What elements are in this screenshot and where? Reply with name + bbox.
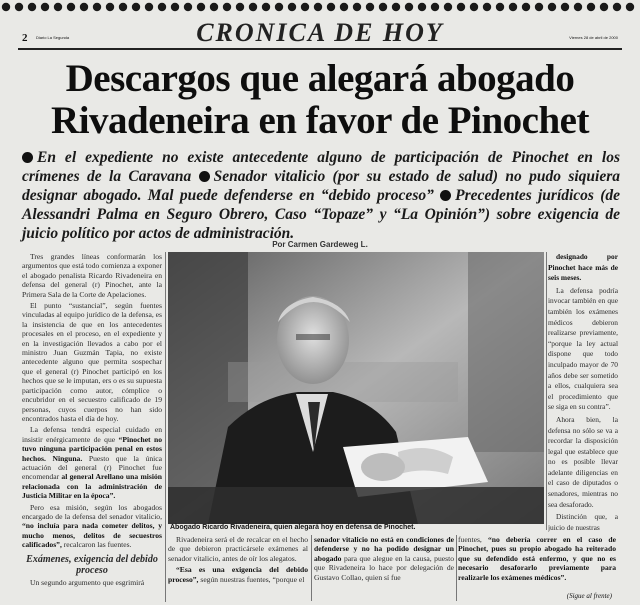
paragraph: El punto “sustancial”, según fuentes vinculadas al equipo jurídico de la defensa, es la insistencia de que en los antecedentes procesales en el proceso, en el expediente y en la investigación llevados a cabo por el ministro Juan Guzmán Tapia, no existe antecedente alguno que permita sospechar que el general (r) Pinochet participó en los hechos que se le imputan, ers o es su supuesta participación como autor, cómplice o encubridor en el secuestro calificado de 19 personas, cuyos cuerpos no han sido encontrados hasta el día de hoy. [22, 301, 162, 423]
article-column-right [548, 252, 618, 532]
binding-hole [522, 3, 530, 11]
binding-hole [158, 3, 166, 11]
binding-hole [561, 3, 569, 11]
binding-hole [184, 3, 192, 11]
binding-hole [444, 3, 452, 11]
paragraph [548, 252, 618, 284]
binding-hole [197, 3, 205, 11]
binding-hole [301, 3, 309, 11]
bullet-icon [199, 171, 210, 182]
bold-run: senador vitalicio no está en condiciones de defenderse y no ha podido designar un abogado [314, 535, 454, 563]
bold-run: “Esa es una exigencia del debido proceso”, [168, 565, 308, 584]
byline: Por Carmen Gardeweg L. [272, 240, 368, 249]
binding-hole [67, 3, 75, 11]
binding-hole [483, 3, 491, 11]
binding-hole [145, 3, 153, 11]
column-divider [311, 535, 312, 601]
binding-hole [405, 3, 413, 11]
page-number: 2 [22, 32, 28, 44]
text-run: recalcaron las fuentes. [63, 540, 132, 550]
spiral-binding [0, 0, 640, 16]
bullet-icon [22, 152, 33, 163]
binding-hole [509, 3, 517, 11]
photo-caption: Abogado Ricardo Rivadeneira, quien alegará hoy en defensa de Pinochet. [170, 524, 416, 531]
paragraph: La defensa podría invocar también en que también los exámenes médicos debieron realizarse previamente, “porque la ley actual dispone que todo inculpado mayor de 70 años debe ser sometido a ellos, cualquiera sea el procedimiento que se siga en su contra”. [548, 285, 618, 412]
binding-hole [210, 3, 218, 11]
masthead [18, 18, 622, 48]
binding-hole [496, 3, 504, 11]
binding-hole [613, 3, 621, 11]
binding-hole [379, 3, 387, 11]
binding-hole [80, 3, 88, 11]
binding-hole [574, 3, 582, 11]
bold-run: al general Arellano una misión relacionada con la administración de Justicia Militar en la época”. [22, 472, 162, 501]
photo-image [168, 252, 544, 524]
binding-hole [171, 3, 179, 11]
column-divider [456, 535, 457, 601]
binding-hole [119, 3, 127, 11]
paragraph [22, 425, 162, 500]
headline-line-2: Rivadeneira en favor de Pinochet [51, 99, 589, 142]
headline-line-1: Descargos que alegará abogado [65, 57, 575, 100]
binding-hole [327, 3, 335, 11]
binding-hole [223, 3, 231, 11]
bold-run: “Pinochet no tuvo ninguna participación penal en estos hechos. Ninguna. [22, 434, 162, 463]
text-run: fuentes, [458, 535, 482, 544]
binding-hole [54, 3, 62, 11]
deck-part-1: En el expediente no existe antecedente alguno de participación de Pinochet en los crímenes de la Caravana [22, 149, 620, 185]
text-run: para que alegue en la causa, puesto que Rivadeneira lo hace por delegación de Gustavo Collao, quien sí fue [314, 553, 454, 582]
binding-hole [314, 3, 322, 11]
binding-hole [132, 3, 140, 11]
article-column-2 [168, 535, 308, 603]
binding-hole [366, 3, 374, 11]
binding-hole [392, 3, 400, 11]
text-run: Puesto que la única actuación del general (r) Pinochet fue encomendar [22, 453, 162, 482]
deck-part-2: Senador vitalicio (por su estado de salud) no pudo siquiera designar abogado. Mal puede defenderse en “debido proceso” [22, 168, 620, 204]
column-divider [165, 252, 166, 602]
paragraph: Tres grandes líneas conformarán los argumentos que está todo comienza a exponer el abogado penalista Ricardo Rivadeneira en defensa del general (r) Pinochet, ante la Primera Sala de la Corte de Apelaciones. [22, 252, 162, 299]
paragraph [168, 565, 308, 584]
bullet-icon [440, 190, 451, 201]
text-run: según nuestras fuentes, “porque el [200, 574, 305, 584]
paragraph [458, 535, 616, 582]
binding-hole [587, 3, 595, 11]
subheading: Exámenes, exigencia del debido proceso [26, 553, 158, 576]
binding-hole [262, 3, 270, 11]
binding-hole [353, 3, 361, 11]
binding-hole [418, 3, 426, 11]
bold-run: “no debería correr en el caso de Pinochet, pues su propio abogado ha reiterado que su defendido está enfermo, y que no es necesario desaforarlo previamente para realizarle los exámenes médicos”. [458, 535, 616, 582]
binding-hole [600, 3, 608, 11]
binding-hole [457, 3, 465, 11]
paragraph [22, 503, 162, 550]
deck [22, 148, 620, 243]
binding-hole [288, 3, 296, 11]
bold-run: designado por Pinochet hace más de seis meses. [548, 252, 618, 283]
binding-hole [275, 3, 283, 11]
text-run: Pero esa misión, según los abogados encargado de la defensa del senador vitalicio, [22, 502, 162, 521]
bold-run: “no incluía para nada cometer delitos, y mucho menos, delitos de secuestros calificados”, [22, 521, 162, 550]
binding-hole [340, 3, 348, 11]
paragraph: Un segundo argumento que esgrimirá [30, 577, 145, 587]
continued-note: (Sigue al frente) [566, 592, 612, 600]
headline [18, 58, 622, 142]
text-run: La defensa tendrá especial cuidado en insistir enérgicamente de que [22, 425, 162, 444]
paragraph: Rivadeneira será el de recalcar en el hecho de que debieron practicársele exámenes al senador vitalicio, antes de oír los alegatos. [168, 535, 308, 563]
binding-hole [41, 3, 49, 11]
binding-hole [28, 3, 36, 11]
portrait-photo [168, 252, 544, 524]
binding-hole [535, 3, 543, 11]
binding-hole [236, 3, 244, 11]
binding-hole [93, 3, 101, 11]
binding-hole [2, 3, 10, 11]
deck-part-3: Precedentes jurídicos (de Alessandri Palma en Seguro Obrero, Caso “Topaze” y “La Opinión”) sobre exigencia de juicio político por actos de administración. [22, 187, 621, 242]
binding-hole [548, 3, 556, 11]
article-column-1 [22, 252, 162, 602]
paragraph: Ahora bien, la defensa no sólo se va a recordar la disposición legal que establece que no es posible llevar adelante diligencias en el caso de diputados o senadores, mientras no sea desaforado. [548, 414, 618, 509]
column-divider [546, 252, 547, 530]
paragraph [314, 535, 454, 582]
section-title: CRONICA DE HOY [196, 18, 444, 47]
issue-date: Viernes 28 de abril de 2000 [569, 35, 618, 40]
binding-hole [431, 3, 439, 11]
binding-hole [106, 3, 114, 11]
paper-name: Diario La Segunda [36, 35, 70, 40]
binding-hole [470, 3, 478, 11]
masthead-rule [18, 48, 622, 50]
article-column-3 [314, 535, 454, 603]
binding-hole [249, 3, 257, 11]
binding-hole [626, 3, 634, 11]
paragraph: Distinción que, a juicio de nuestras [548, 512, 618, 532]
binding-hole [15, 3, 23, 11]
